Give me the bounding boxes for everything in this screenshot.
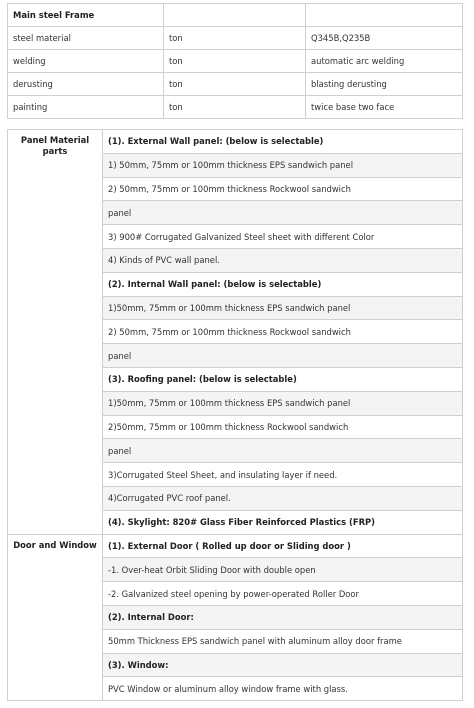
list-item: 2) 50mm, 75mm or 100mm thickness Rockwool sandwich (103, 177, 463, 201)
list-item: panel (103, 344, 463, 368)
list-item: (3). Window: (103, 653, 463, 677)
list-item: panel (103, 201, 463, 225)
list-item: (3). Roofing panel: (below is selectable) (103, 367, 463, 391)
table-cell: blasting derusting (306, 73, 463, 96)
table-cell: steel material (8, 27, 164, 50)
table-cell: ton (164, 27, 306, 50)
table-row (8, 27, 463, 50)
materials-table (7, 129, 463, 701)
table-cell: welding (8, 50, 164, 73)
table-row (8, 73, 463, 96)
frame-table-header: Main steel Frame (8, 4, 164, 27)
table-row (8, 130, 463, 154)
main-steel-frame-table (7, 3, 463, 119)
list-item: -1. Over-heat Orbit Sliding Door with double open (103, 558, 463, 582)
table-cell: twice base two face (306, 96, 463, 119)
table-cell: automatic arc welding (306, 50, 463, 73)
table-cell: painting (8, 96, 164, 119)
list-item: panel (103, 439, 463, 463)
table-cell: derusting (8, 73, 164, 96)
list-item: (2). Internal Wall panel: (below is selectable) (103, 272, 463, 296)
table-cell: Q345B,Q235B (306, 27, 463, 50)
list-item: (1). External Door ( Rolled up door or Sliding door ) (103, 534, 463, 558)
list-item: 50mm Thickness EPS sandwich panel with aluminum alloy door frame (103, 629, 463, 653)
table-row (8, 50, 463, 73)
list-item: 1) 50mm, 75mm or 100mm thickness EPS sandwich panel (103, 153, 463, 177)
table-row (8, 96, 463, 119)
list-item: 4)Corrugated PVC roof panel. (103, 486, 463, 510)
table-row (8, 4, 463, 27)
table-cell (164, 4, 306, 27)
table-cell: ton (164, 96, 306, 119)
table-row (8, 534, 463, 558)
list-item: 3)Corrugated Steel Sheet, and insulating layer if need. (103, 463, 463, 487)
list-item: 1)50mm, 75mm or 100mm thickness EPS sandwich panel (103, 296, 463, 320)
list-item: 4) Kinds of PVC wall panel. (103, 248, 463, 272)
table-cell: ton (164, 50, 306, 73)
panel-section-title: Panel Material parts (8, 130, 103, 535)
list-item: -2. Galvanized steel opening by power-operated Roller Door (103, 582, 463, 606)
list-item: 2) 50mm, 75mm or 100mm thickness Rockwool sandwich (103, 320, 463, 344)
list-item: 2)50mm, 75mm or 100mm thickness Rockwool sandwich (103, 415, 463, 439)
table-cell (306, 4, 463, 27)
door-section-title: Door and Window (8, 534, 103, 701)
list-item: 1)50mm, 75mm or 100mm thickness EPS sandwich panel (103, 391, 463, 415)
list-item: (1). External Wall panel: (below is selectable) (103, 130, 463, 154)
list-item: (2). Internal Door: (103, 605, 463, 629)
list-item: PVC Window or aluminum alloy window frame with glass. (103, 677, 463, 701)
list-item: (4). Skylight: 820# Glass Fiber Reinforced Plastics (FRP) (103, 510, 463, 534)
table-cell: ton (164, 73, 306, 96)
list-item: 3) 900# Corrugated Galvanized Steel sheet with different Color (103, 225, 463, 249)
